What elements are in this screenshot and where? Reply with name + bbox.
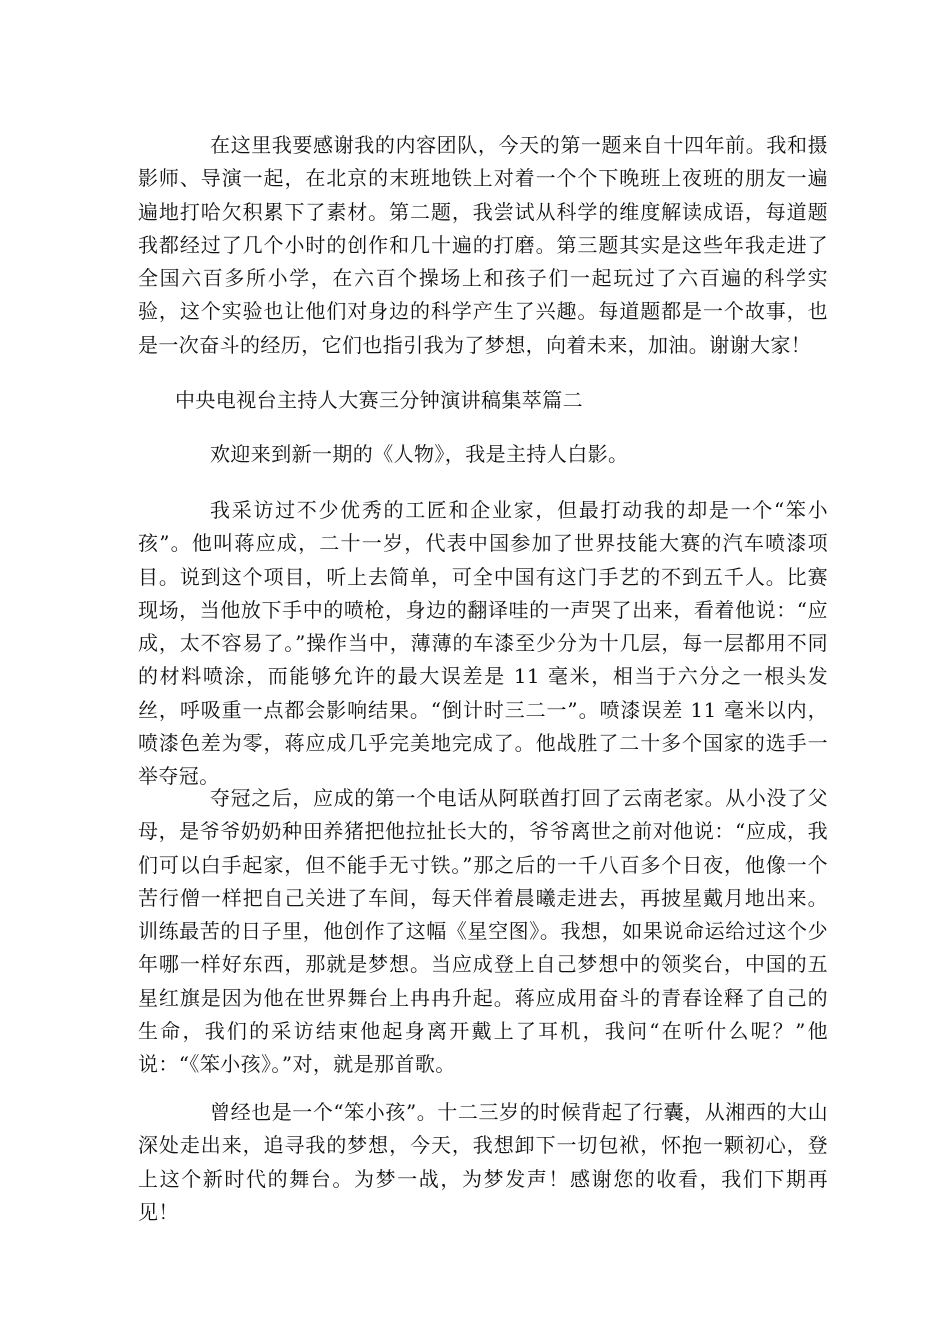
paragraph-after-victory: 夺冠之后，应成的第一个电话从阿联酋打回了云南老家。从小没了父母，是爷爷奶奶种田养猪把他拉扯长大的，爷爷离世之前对他说：“应成，我们可以白手起家，但不能手无寸铁。”那之后的一千八百多个日夜，他像一个苦行僧一样把自己关进了车间，每天伴着晨曦走进去，再披星戴月地出来。训练最苦的日子里，他创作了这幅《星空图》。我想，如果说命运给过这个少年哪一样好东西，那就是梦想。当应成登上自己梦想中的领奖台，中国的五星红旗是因为他在世界舞台上冉冉升起。蒋应成用奋斗的青春诠释了自己的生命，我们的采访结束他起身离开戴上了耳机，我问“在听什么呢？”他说：“《笨小孩》。”对，就是那首歌。 [138, 786, 828, 1077]
section-heading: 中央电视台主持人大赛三分钟演讲稿集萃篇二 [175, 388, 583, 412]
paragraph-closing: 曾经也是一个“笨小孩”。十二三岁的时候背起了行囊，从湘西的大山深处走出来，追寻我的梦想，今天，我想卸下一切包袱，怀抱一颗初心，登上这个新时代的舞台。为梦一战，为梦发声！感谢您的收看，我们下期再见！ [138, 1100, 828, 1224]
paragraph-interview: 我采访过不少优秀的工匠和企业家，但最打动我的却是一个“笨小孩”。他叫蒋应成，二十一岁，代表中国参加了世界技能大赛的汽车喷漆项目。说到这个项目，听上去简单，可全中国有这门手艺的不到五千人。比赛现场，当他放下手中的喷枪，身边的翻译哇的一声哭了出来，看着他说：“应成，太不容易了。”操作当中，薄薄的车漆至少分为十几层，每一层都用不同的材料喷涂，而能够允许的最大误差是 11 毫米，相当于六分之一根头发丝，呼吸重一点都会影响结果。“倒计时三二一”。喷漆误差 11 毫米以内，喷漆色差为零，蒋应成几乎完美地完成了。他战胜了二十多个国家的选手一举夺冠。 [138, 498, 828, 789]
paragraph-thanks-team: 在这里我要感谢我的内容团队，今天的第一题来自十四年前。我和摄影师、导演一起，在北京的末班地铁上对着一个个下晚班上夜班的朋友一遍遍地打哈欠积累下了素材。第二题，我尝试从科学的维度解读成语，每道题我都经过了几个小时的创作和几十遍的打磨。第三题其实是这些年我走进了全国六百多所小学，在六百个操场上和孩子们一起玩过了六百遍的科学实验，这个实验也让他们对身边的科学产生了兴趣。每道题都是一个故事，也是一次奋斗的经历，它们也指引我为了梦想，向着未来，加油。谢谢大家！ [138, 133, 828, 357]
paragraph-welcome: 欢迎来到新一期的《人物》，我是主持人白影。 [210, 442, 629, 466]
